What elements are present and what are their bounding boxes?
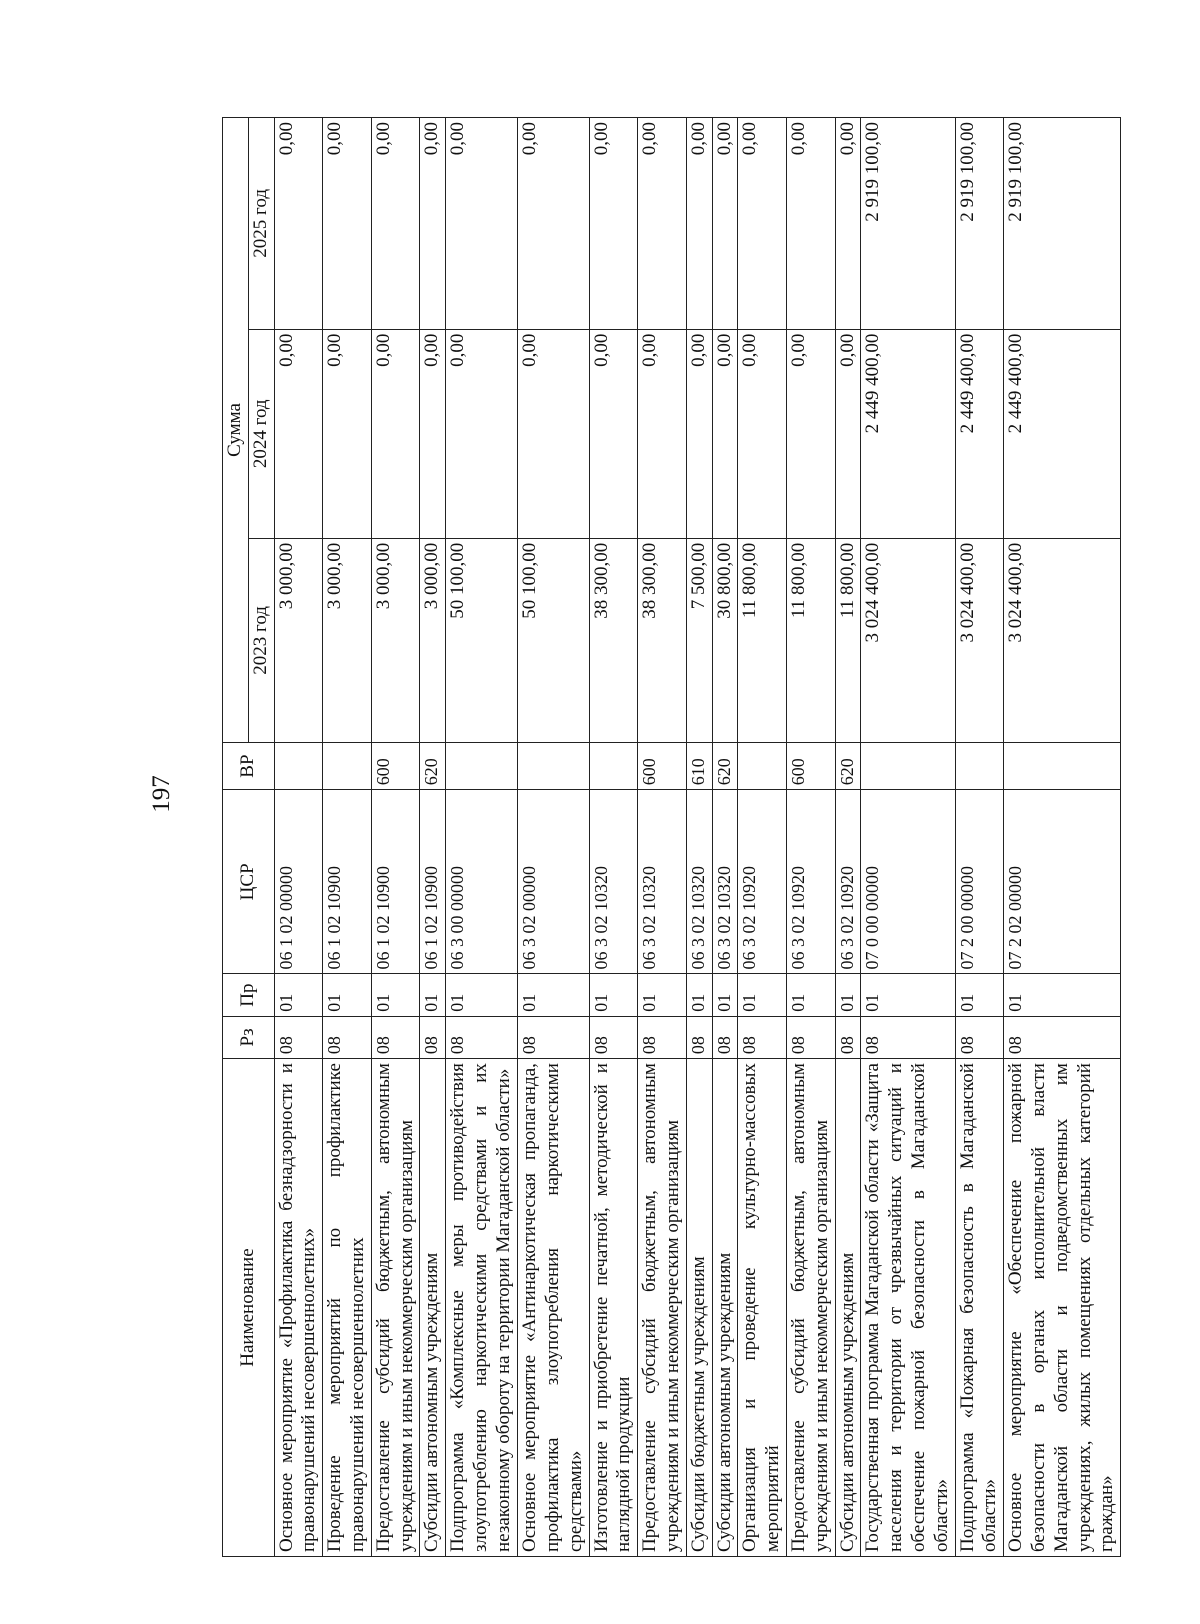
- row-amount-2024: 0,00: [589, 329, 638, 538]
- table-row: [371, 118, 420, 1557]
- header-rz: Рз: [223, 1016, 275, 1058]
- row-pr: 01: [686, 974, 712, 1016]
- row-csr: 07 2 02 00000: [1004, 790, 1121, 974]
- row-amount-2025: 0,00: [835, 118, 861, 330]
- table-row: [955, 118, 1004, 1557]
- row-name: Основное мероприятие «Антинаркотическая пропаганда, профилактика злоупотребления наркотическими средствами»: [518, 1059, 589, 1557]
- table-row: [446, 118, 518, 1557]
- row-amount-2025: 0,00: [738, 118, 787, 330]
- row-pr: 01: [955, 974, 1004, 1016]
- row-csr: 06 3 02 10320: [712, 790, 738, 974]
- row-amount-2023: 11 800,00: [835, 538, 861, 742]
- row-amount-2025: 0,00: [518, 118, 589, 330]
- row-name: Основное мероприятие «Профилактика безнадзорности и правонарушений несовершеннолетних»: [274, 1059, 323, 1557]
- row-csr: 06 3 02 10920: [786, 790, 835, 974]
- row-name: Предоставление субсидий бюджетным, автономным учреждениям и иным некоммерческим организациям: [786, 1059, 835, 1557]
- row-amount-2025: 0,00: [638, 118, 687, 330]
- row-csr: 06 3 02 10320: [686, 790, 712, 974]
- row-amount-2024: 0,00: [835, 329, 861, 538]
- row-vr: 620: [420, 742, 446, 789]
- row-pr: 01: [589, 974, 638, 1016]
- row-amount-2023: 7 500,00: [686, 538, 712, 742]
- row-amount-2025: 0,00: [786, 118, 835, 330]
- row-rz: 08: [861, 1016, 955, 1058]
- table-frame: [222, 117, 1118, 1557]
- row-amount-2023: 50 100,00: [518, 538, 589, 742]
- row-amount-2023: 3 000,00: [420, 538, 446, 742]
- row-vr: 600: [371, 742, 420, 789]
- row-vr: [518, 742, 589, 789]
- row-vr: 610: [686, 742, 712, 789]
- table-row: [712, 118, 738, 1557]
- row-pr: 01: [518, 974, 589, 1016]
- row-vr: [274, 742, 323, 789]
- table-row: [589, 118, 638, 1557]
- row-amount-2024: 0,00: [638, 329, 687, 538]
- row-vr: 620: [712, 742, 738, 789]
- row-name: Изготовление и приобретение печатной, методической и наглядной продукции: [589, 1059, 638, 1557]
- row-amount-2024: 0,00: [323, 329, 372, 538]
- row-vr: [589, 742, 638, 789]
- row-name: Организация и проведение культурно-массовых мероприятий: [738, 1059, 787, 1557]
- row-amount-2025: 0,00: [589, 118, 638, 330]
- row-csr: 07 2 00 00000: [955, 790, 1004, 974]
- row-amount-2024: 0,00: [518, 329, 589, 538]
- table-row: [786, 118, 835, 1557]
- row-amount-2023: 30 800,00: [712, 538, 738, 742]
- row-rz: 08: [738, 1016, 787, 1058]
- row-pr: 01: [638, 974, 687, 1016]
- row-csr: 06 1 02 10900: [420, 790, 446, 974]
- row-rz: 08: [274, 1016, 323, 1058]
- row-amount-2023: 3 024 400,00: [1004, 538, 1121, 742]
- row-csr: 07 0 00 00000: [861, 790, 955, 974]
- row-name: Субсидии автономным учреждениям: [712, 1059, 738, 1557]
- row-rz: 08: [323, 1016, 372, 1058]
- header-sum: Сумма: [223, 118, 249, 743]
- row-pr: 01: [371, 974, 420, 1016]
- row-name: Субсидии автономным учреждениям: [835, 1059, 861, 1557]
- row-vr: [738, 742, 787, 789]
- row-vr: [955, 742, 1004, 789]
- row-rz: 08: [1004, 1016, 1121, 1058]
- row-vr: 600: [786, 742, 835, 789]
- row-amount-2025: 0,00: [420, 118, 446, 330]
- row-name: Предоставление субсидий бюджетным, автономным учреждениям и иным некоммерческим организациям: [638, 1059, 687, 1557]
- row-amount-2023: 3 024 400,00: [955, 538, 1004, 742]
- row-name: Субсидии бюджетным учреждениям: [686, 1059, 712, 1557]
- row-csr: 06 1 02 00000: [274, 790, 323, 974]
- header-year-2025: 2025 год: [248, 118, 274, 330]
- row-name: Подпрограмма «Пожарная безопасность в Магаданской области»: [955, 1059, 1004, 1557]
- row-rz: 08: [420, 1016, 446, 1058]
- row-amount-2024: 0,00: [738, 329, 787, 538]
- row-name: Субсидии автономным учреждениям: [420, 1059, 446, 1557]
- row-rz: 08: [955, 1016, 1004, 1058]
- row-pr: 01: [420, 974, 446, 1016]
- row-amount-2023: 11 800,00: [786, 538, 835, 742]
- row-name: Проведение мероприятий по профилактике правонарушений несовершеннолетних: [323, 1059, 372, 1557]
- row-amount-2024: 0,00: [420, 329, 446, 538]
- row-csr: 06 1 02 10900: [323, 790, 372, 974]
- table-row: [861, 118, 955, 1557]
- row-pr: 01: [835, 974, 861, 1016]
- row-pr: 01: [274, 974, 323, 1016]
- row-amount-2025: 2 919 100,00: [861, 118, 955, 330]
- row-csr: 06 3 00 00000: [446, 790, 518, 974]
- row-amount-2023: 3 000,00: [274, 538, 323, 742]
- row-vr: [323, 742, 372, 789]
- row-pr: 01: [323, 974, 372, 1016]
- row-amount-2024: 0,00: [274, 329, 323, 538]
- row-amount-2025: 0,00: [323, 118, 372, 330]
- row-amount-2024: 2 449 400,00: [955, 329, 1004, 538]
- header-name: Наименование: [223, 1059, 275, 1557]
- row-pr: 01: [712, 974, 738, 1016]
- row-amount-2025: 2 919 100,00: [955, 118, 1004, 330]
- row-amount-2024: 2 449 400,00: [1004, 329, 1121, 538]
- row-vr: 600: [638, 742, 687, 789]
- table-row: [518, 118, 589, 1557]
- header-vr: ВР: [223, 742, 275, 789]
- row-rz: 08: [786, 1016, 835, 1058]
- table-row: [323, 118, 372, 1557]
- header-pr: Пр: [223, 974, 275, 1016]
- row-pr: 01: [786, 974, 835, 1016]
- page-number: 197: [148, 775, 175, 813]
- table-row: [1004, 118, 1121, 1557]
- table-row: [686, 118, 712, 1557]
- row-amount-2025: 0,00: [712, 118, 738, 330]
- budget-table: [222, 117, 1121, 1557]
- row-amount-2025: 2 919 100,00: [1004, 118, 1121, 330]
- row-name: Подпрограмма «Комплексные меры противодействия злоупотреблению наркотическими средствами и их незаконному обороту на территории Магаданской области»: [446, 1059, 518, 1557]
- row-rz: 08: [835, 1016, 861, 1058]
- row-rz: 08: [589, 1016, 638, 1058]
- row-vr: [1004, 742, 1121, 789]
- row-amount-2025: 0,00: [446, 118, 518, 330]
- table-row: [638, 118, 687, 1557]
- row-csr: 06 3 02 10920: [738, 790, 787, 974]
- row-pr: 01: [861, 974, 955, 1016]
- table-row: [274, 118, 323, 1557]
- row-amount-2024: 0,00: [446, 329, 518, 538]
- row-pr: 01: [446, 974, 518, 1016]
- row-name: Предоставление субсидий бюджетным, автономным учреждениям и иным некоммерческим организациям: [371, 1059, 420, 1557]
- header-year-2024: 2024 год: [248, 329, 274, 538]
- row-rz: 08: [518, 1016, 589, 1058]
- row-name: Основное мероприятие «Обеспечение пожарной безопасности в органах исполнительной власти Магаданской области и подведомственных им учреждениях, жилых помещениях отдельных категорий граждан»: [1004, 1059, 1121, 1557]
- row-amount-2023: 3 000,00: [371, 538, 420, 742]
- row-pr: 01: [1004, 974, 1121, 1016]
- row-amount-2023: 3 000,00: [323, 538, 372, 742]
- row-csr: 06 3 02 00000: [518, 790, 589, 974]
- rotated-table-container: [222, 117, 1118, 1557]
- row-amount-2025: 0,00: [686, 118, 712, 330]
- row-amount-2023: 50 100,00: [446, 538, 518, 742]
- header-year-2023: 2023 год: [248, 538, 274, 742]
- table-row: [420, 118, 446, 1557]
- row-amount-2023: 11 800,00: [738, 538, 787, 742]
- row-amount-2024: 0,00: [686, 329, 712, 538]
- header-csr: ЦСР: [223, 790, 275, 974]
- row-csr: 06 3 02 10320: [589, 790, 638, 974]
- row-amount-2025: 0,00: [371, 118, 420, 330]
- row-rz: 08: [686, 1016, 712, 1058]
- row-amount-2024: 0,00: [371, 329, 420, 538]
- row-rz: 08: [638, 1016, 687, 1058]
- row-amount-2023: 3 024 400,00: [861, 538, 955, 742]
- row-rz: 08: [446, 1016, 518, 1058]
- row-vr: [446, 742, 518, 789]
- table-row: [738, 118, 787, 1557]
- row-vr: [861, 742, 955, 789]
- row-pr: 01: [738, 974, 787, 1016]
- row-amount-2025: 0,00: [274, 118, 323, 330]
- row-name: Государственная программа Магаданской области «Защита населения и территории от чрезвычайных ситуаций и обеспечение пожарной безопасности в Магаданской области»: [861, 1059, 955, 1557]
- row-amount-2024: 2 449 400,00: [861, 329, 955, 538]
- row-csr: 06 1 02 10900: [371, 790, 420, 974]
- row-amount-2023: 38 300,00: [638, 538, 687, 742]
- table-row: [835, 118, 861, 1557]
- row-csr: 06 3 02 10320: [638, 790, 687, 974]
- row-rz: 08: [712, 1016, 738, 1058]
- row-amount-2024: 0,00: [712, 329, 738, 538]
- row-vr: 620: [835, 742, 861, 789]
- row-rz: 08: [371, 1016, 420, 1058]
- row-amount-2024: 0,00: [786, 329, 835, 538]
- row-amount-2023: 38 300,00: [589, 538, 638, 742]
- row-csr: 06 3 02 10920: [835, 790, 861, 974]
